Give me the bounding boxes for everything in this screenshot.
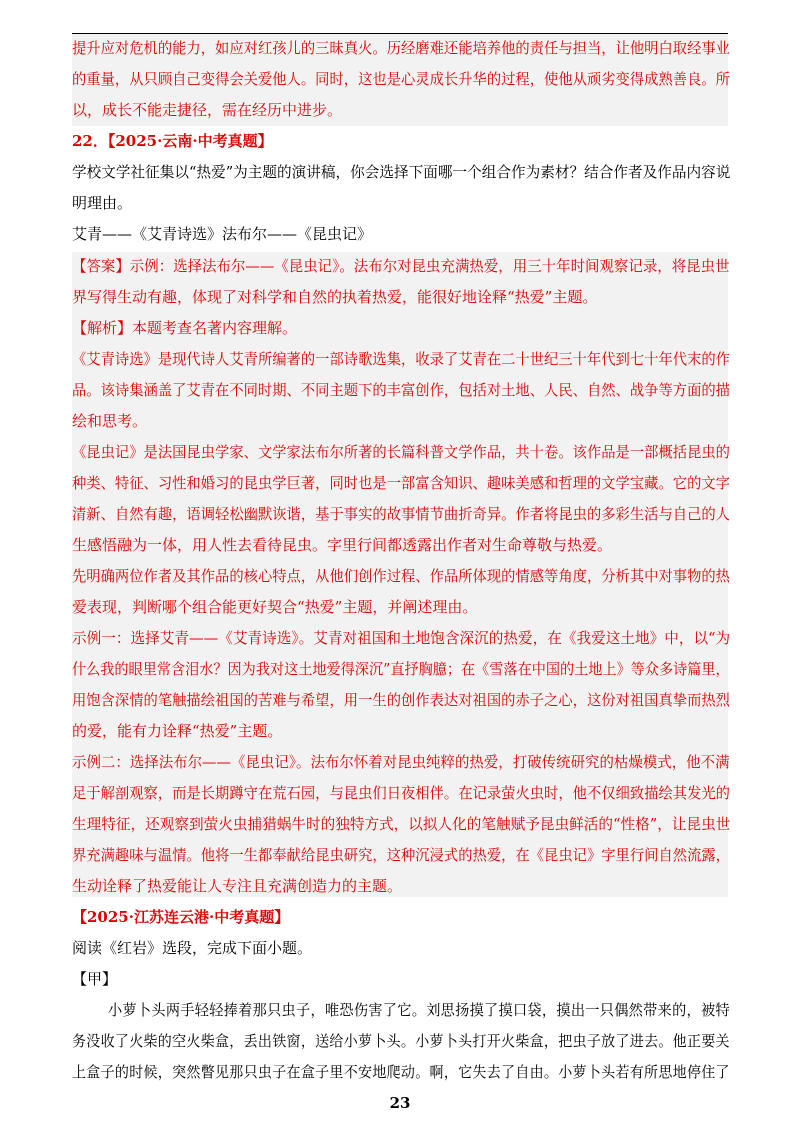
example-one-line-4: 的爱，能有力诠释“热爱”主题。 [72, 722, 283, 740]
passage-line-3: 上盒子的时候，突然瞥见那只虫子在盒子里不安地爬动。啊，它失去了自由。小萝卜头若有所思地停住了 [72, 1063, 730, 1081]
analysis-line-2: 品。该诗集涵盖了艾青在不同时期、不同主题下的丰富创作，包括对土地、人民、自然、战争等方面的描 [72, 381, 730, 399]
passage-line-1: 小萝卜头两手轻轻捧着那只虫子，唯恐伤害了它。刘思扬摸了摸口袋，摸出一只偶然带来的，被特 [108, 1001, 730, 1019]
passage-line-2: 务没收了火柴的空火柴盒，丢出铁窗，送给小萝卜头。小萝卜头打开火柴盒，把虫子放了进去。他正要关 [72, 1032, 730, 1050]
analysis-line-9: 爱表现，判断哪个组合能更好契合“热爱”主题，并阐述理由。 [72, 598, 478, 616]
answer-text-line: 界写得生动有趣，体现了对科学和自然的执着热爱，能很好地诠释“热爱”主题。 [72, 288, 598, 306]
answer-line-1: 提升应对危机的能力，如应对红孩儿的三昧真火。历经磨难还能培养他的责任与担当，让他明白取经事业 [72, 39, 730, 57]
example-two-line-1: 示例二：选择法布尔——《昆虫记》。法布尔怀着对昆虫纯粹的热爱，打破传统研究的枯燥模式，他不满 [72, 753, 730, 771]
question-text-2: 明理由。 [72, 194, 133, 212]
passage-label: 【甲】 [72, 970, 118, 988]
example-one-line-3: 用饱含深情的笔触描绘祖国的苦难与希望，用一生的创作表达对祖国的赤子之心，这份对祖国真挚而热烈 [72, 691, 730, 709]
analysis-line-4: 《昆虫记》是法国昆虫学家、文学家法布尔所著的长篇科普文学作品，共十卷。该作品是一部概括昆虫的 [72, 443, 730, 461]
analysis-line-7: 生感悟融为一体，用人性去看待昆虫。字里行间都透露出作者对生命尊敬与热爱。 [72, 536, 613, 554]
analysis-line-5: 种类、特征、习性和婚习的昆虫学巨著，同时也是一部富含知识、趣味美感和哲理的文学宝藏。它的文字 [72, 474, 730, 492]
example-two-line-5: 生动诠释了热爱能让人专注且充满创造力的主题。 [72, 877, 403, 895]
analysis-line-6: 清新、自然有趣，语调轻松幽默诙谐，基于事实的故事情节曲折奇异。作者将昆虫的多彩生活与自己的人 [72, 505, 730, 523]
example-two-line-3: 生理特征，还观察到萤火虫捕猎蜗牛时的独特方式，以拟人化的笔触赋予昆虫鲜活的“性格”，让昆虫世 [72, 815, 731, 833]
example-one-line-2: 什么我的眼里常含泪水？因为我对这土地爱得深沉”直抒胸臆；在《雪落在中国的土地上》等众多诗篇里， [72, 660, 730, 678]
example-two-line-2: 足于解剖观察，而是长期蹲守在荒石园，与昆虫们日夜相伴。在记录萤火虫时，他不仅细致描绘其发光的 [72, 784, 730, 802]
analysis-line-3: 绘和思考。 [72, 412, 148, 430]
answer-label-line: 【答案】示例：选择法布尔——《昆虫记》。法布尔对昆虫充满热爱，用三十年时间观察记录，将昆虫世 [72, 257, 730, 275]
example-two-line-4: 界充满趣味与温情。他将一生都奉献给昆虫研究，这种沉浸式的热爱，在《昆虫记》字里行间自然流露， [72, 846, 730, 864]
example-one-line-1: 示例一：选择艾青——《艾青诗选》。艾青对祖国和土地饱含深沉的热爱，在《我爱这土地》中，以“为 [72, 629, 731, 647]
question-text-1: 学校文学社征集以“热爱”为主题的演讲稿，你会选择下面哪一个组合作为素材？结合作者及作品内容说 [72, 163, 731, 181]
answer-line-2: 的重量，从只顾自己变得会关爱他人。同时，这也是心灵成长升华的过程，使他从顽劣变得成熟善良。所 [72, 70, 730, 88]
section-heading: 【2025·江苏连云港·中考真题】 [72, 908, 290, 926]
analysis-label-line: 【解析】本题考查名著内容理解。 [72, 319, 298, 337]
question-heading: 22．【2025·云南·中考真题】 [72, 132, 273, 150]
page-number: 23 [389, 1094, 411, 1112]
answer-line-3: 以，成长不能走捷径，需在经历中进步。 [72, 101, 343, 119]
reading-instruction: 阅读《红岩》选段，完成下面小题。 [72, 939, 313, 957]
question-options: 艾青——《艾青诗选》法布尔——《昆虫记》 [72, 225, 373, 243]
analysis-line-1: 《艾青诗选》是现代诗人艾青所编著的一部诗歌选集，收录了艾青在二十世纪三十年代到七十年代末的作 [72, 350, 730, 368]
analysis-line-8: 先明确两位作者及其作品的核心特点，从他们创作过程、作品所体现的情感等角度，分析其中对事物的热 [72, 567, 730, 585]
